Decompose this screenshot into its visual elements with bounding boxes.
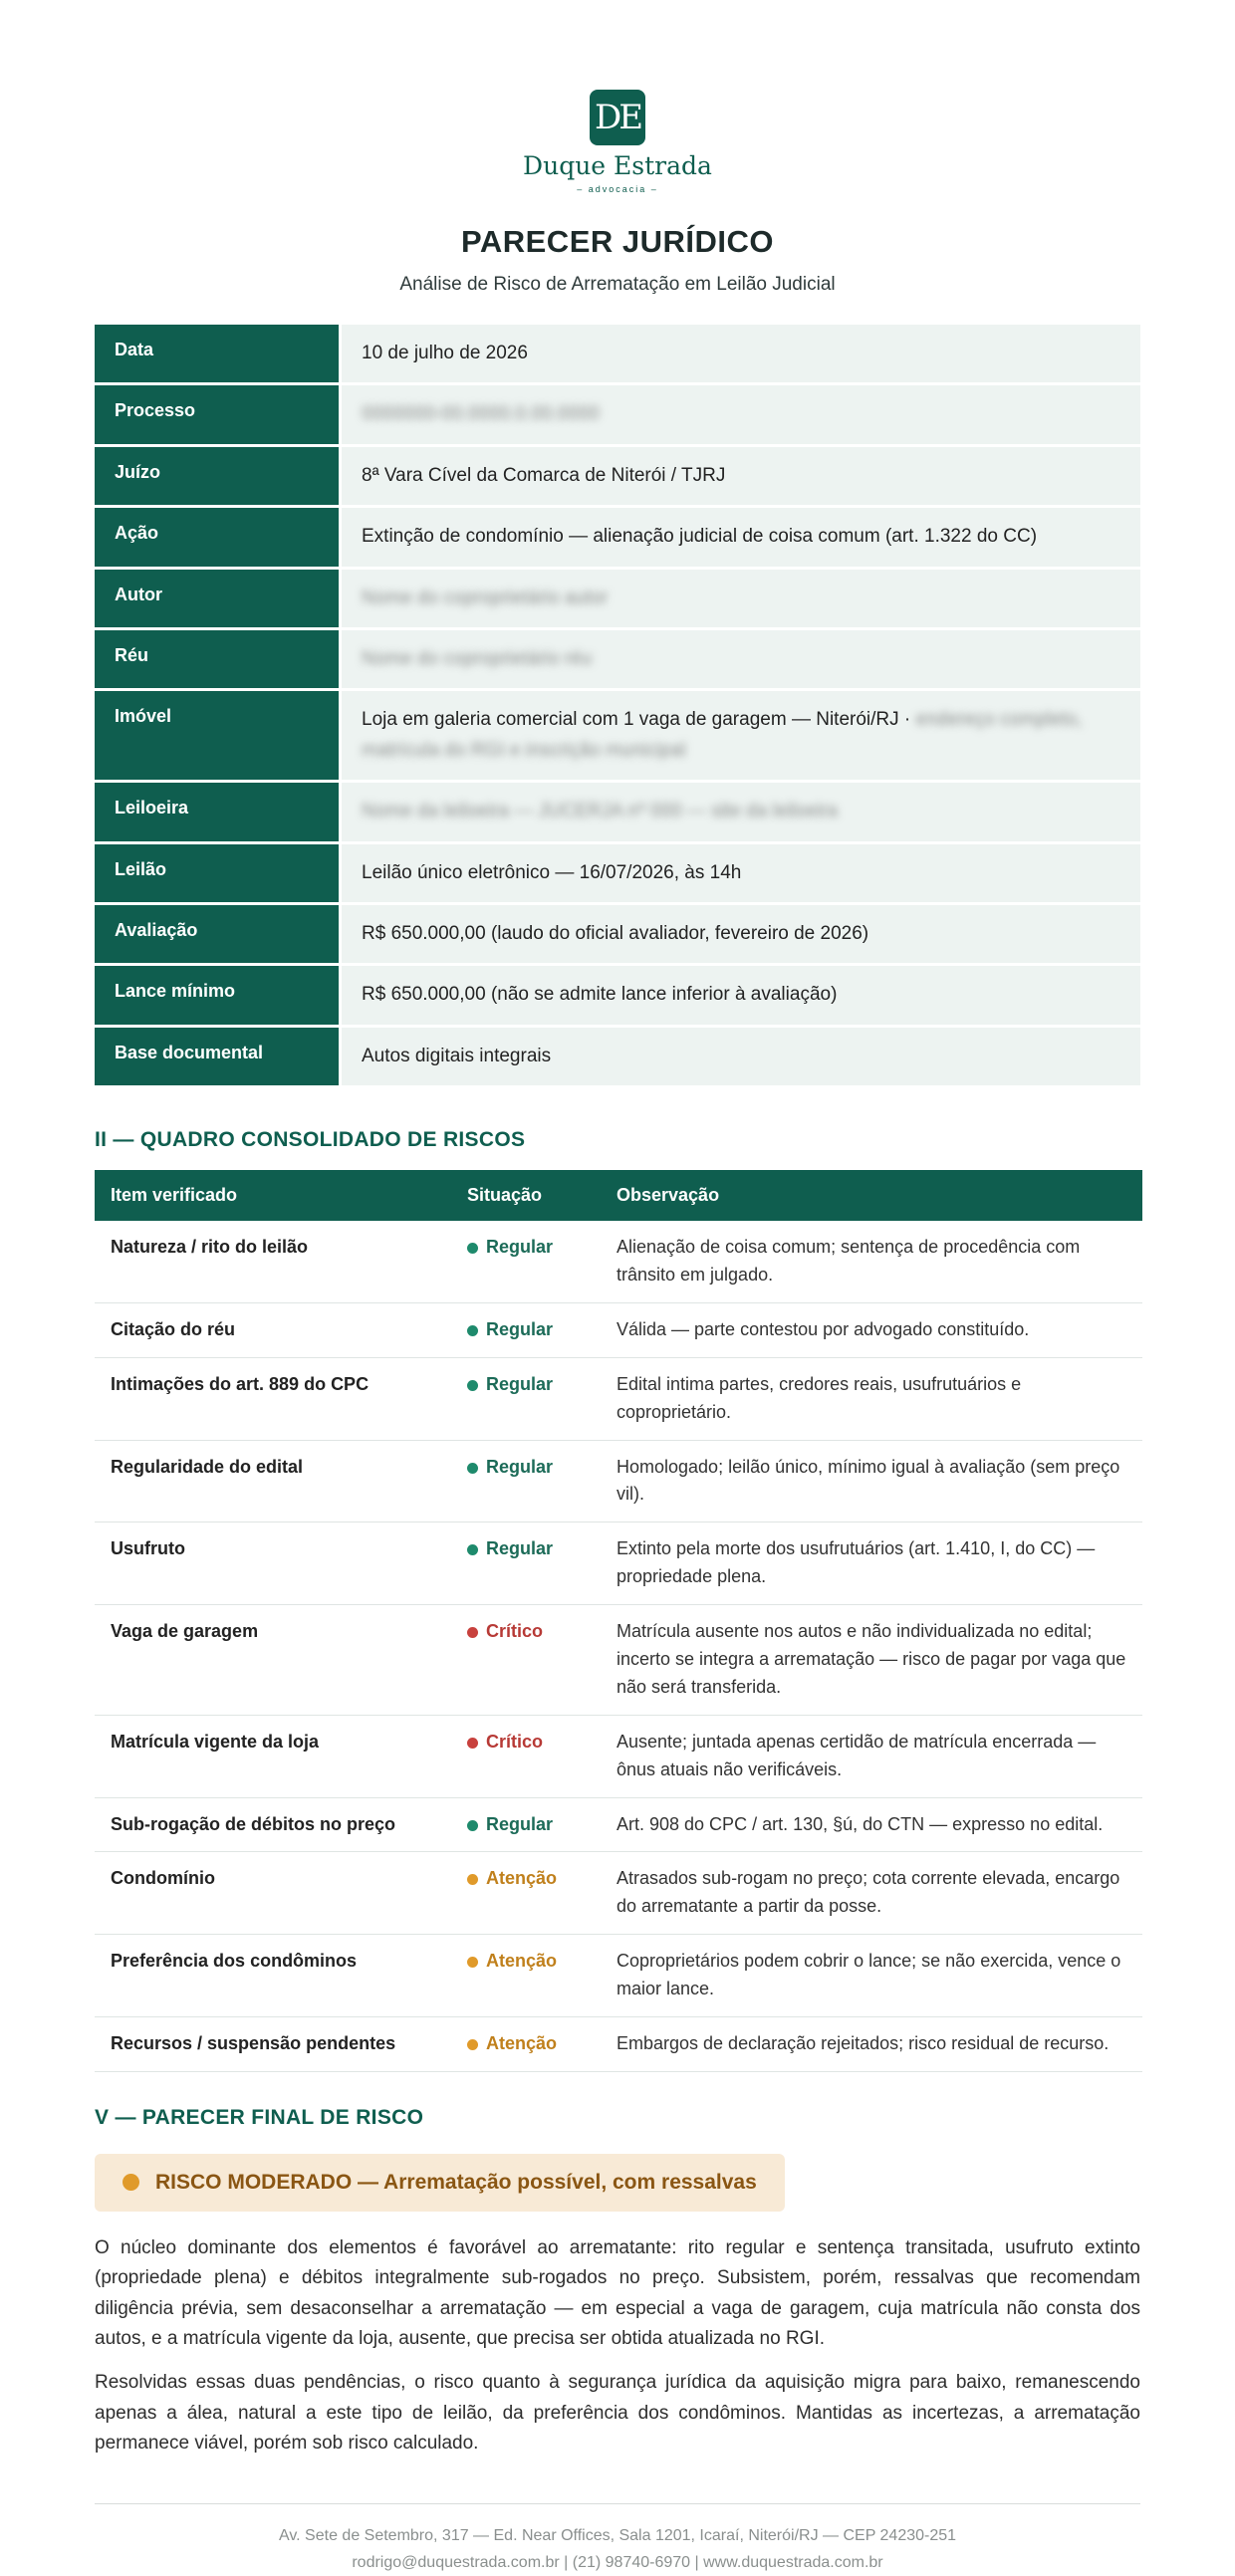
risk-item: Citação do réu [95,1302,451,1357]
info-row [95,783,1140,840]
risk-row [95,1522,1142,1605]
risk-section-title: II — QUADRO CONSOLIDADO DE RISCOS [95,1128,526,1152]
info-value [342,844,1140,902]
document-subtitle: Análise de Risco de Arrematação em Leilão Judicial [399,274,836,295]
info-value [342,905,1140,963]
risk-observation: Art. 908 do CPC / art. 130, §ú, do CTN — expresso no edital. [601,1797,1142,1852]
info-value-text: Loja em galeria comercial com 1 vaga de garagem — Niterói/RJ · [362,709,916,731]
status-dot-icon [467,1738,478,1749]
status-label: Crítico [486,1621,544,1642]
status-dot-icon [467,1463,478,1474]
footer [95,2503,1140,2576]
info-row [95,570,1140,627]
status-label: Regular [486,1373,554,1394]
info-label: Réu [95,630,342,688]
risk-observation: Válida — parte contestou por advogado constituído. [601,1302,1142,1357]
status-label: Atenção [486,1868,558,1889]
risk-row [95,1302,1142,1357]
info-value [342,691,1140,780]
risk-observation: Coproprietários podem cobrir o lance; se não exercida, vence o maior lance. [601,1935,1142,2017]
status-dot-icon [467,1874,478,1885]
risk-row [95,1852,1142,1935]
status-label: Regular [486,1237,554,1258]
redacted-text: Nome da leiloeira — JUCERJA nº 000 — site da leiloeira [362,801,838,822]
info-row [95,385,1140,443]
info-label: Processo [95,385,342,443]
status-label: Regular [486,1813,554,1834]
risk-status [451,1797,601,1852]
info-label: Leiloeira [95,783,342,840]
risk-item: Matrícula vigente da loja [95,1715,451,1797]
info-row [95,508,1140,566]
risk-item: Sub-rogação de débitos no preço [95,1797,451,1852]
info-row [95,905,1140,963]
risk-status [451,1221,601,1302]
firm-logo [95,90,1140,194]
case-info-table [95,322,1140,1088]
info-row [95,447,1140,505]
status-dot-icon [467,1325,478,1336]
status-label: Regular [486,1538,554,1559]
status-label: Atenção [486,2033,558,2053]
risk-observation: Embargos de declaração rejeitados; risco residual de recurso. [601,2017,1142,2072]
risk-status [451,1715,601,1797]
info-value [342,630,1140,688]
info-value-text: Extinção de condomínio — alienação judicial de coisa comum (art. 1.322 do CC) [362,526,1038,548]
info-value-text: R$ 650.000,00 (não se admite lance inferior à avaliação) [362,984,838,1006]
firm-name: Duque Estrada [523,151,712,180]
verdict-badge [95,2154,785,2212]
info-value-text: R$ 650.000,00 (laudo do oficial avaliador, fevereiro de 2026) [362,922,869,944]
info-label: Ação [95,508,342,566]
conclusion-paragraph-1: O núcleo dominante dos elementos é favorável ao arrematante: rito regular e sentença transitada, usufruto extinto (propriedade plena) e débitos integralmente sub-rogados no preço. Subsistem, porém, ressalvas que recomendam diligência prévia, sem desaconselhar a arrematação — em especial a vaga de garagem, cuja matrícula não consta dos autos, e a matrícula vigente da loja, ausente, que precisa ser obtida atualizada no RGI. [95,2236,1140,2350]
status-dot-icon [467,1820,478,1831]
risk-status [451,1935,601,2017]
verdict-text: RISCO MODERADO — Arrematação possível, com ressalvas [155,2170,757,2194]
info-row [95,691,1140,780]
risk-item: Vaga de garagem [95,1605,451,1716]
status-dot-icon [467,1380,478,1391]
risk-item: Usufruto [95,1522,451,1605]
info-label: Autor [95,570,342,627]
conclusion-paragraph-2: Resolvidas essas duas pendências, o risco quanto à segurança jurídica da aquisição migra para baixo, remanescendo apenas a álea, natural a este tipo de leilão, da preferência dos condôminos. Mantidas as incertezas, a arrematação permanece viável, porém sob risco calculado. [95,2372,1140,2455]
final-section-title: V — PARECER FINAL DE RISCO [95,2105,424,2129]
redacted-text: endereço completo, matrícula do RGI e inscrição municipal [362,709,1083,761]
firm-tagline: – advocacia – [577,184,658,194]
risk-row [95,1221,1142,1302]
risk-observation: Ausente; juntada apenas certidão de matrícula encerrada — ônus atuais não verificáveis. [601,1715,1142,1797]
info-value-text: 8ª Vara Cível da Comarca de Niterói / TJRJ [362,464,726,486]
document-title: PARECER JURÍDICO [460,224,775,259]
header-observation: Observação [601,1170,1142,1221]
redacted-text: 0000000-00.0000.0.00.0000 [362,403,600,425]
risk-observation: Extinto pela morte dos usufrutuários (art. 1.410, I, do CC) — propriedade plena. [601,1522,1142,1605]
risk-item: Regularidade do edital [95,1440,451,1522]
info-label: Avaliação [95,905,342,963]
info-value-text: Autos digitais integrais [362,1045,552,1066]
info-label: Imóvel [95,691,342,780]
info-value [342,447,1140,505]
risk-row [95,1357,1142,1440]
risk-row [95,1935,1142,2017]
info-row [95,1028,1140,1085]
footer-address: Av. Sete de Setembro, 317 — Ed. Near Offices, Sala 1201, Icaraí, Niterói/RJ — CEP 24230-251 [278,2526,957,2544]
header-status: Situação [451,1170,601,1221]
status-label: Regular [486,1318,554,1339]
risk-row [95,1797,1142,1852]
risk-item: Recursos / suspensão pendentes [95,2017,451,2072]
risk-status [451,1522,601,1605]
risk-status [451,1357,601,1440]
risk-row [95,2017,1142,2072]
info-label: Leilão [95,844,342,902]
risk-observation: Matrícula ausente nos autos e não individualizada no edital; incerto se integra a arrematação — risco de pagar por vaga que não será transferida. [601,1605,1142,1716]
status-dot-icon [467,1957,478,1968]
redacted-text: Nome do coproprietário réu [362,647,593,669]
status-label: Regular [486,1456,554,1477]
risk-row [95,1715,1142,1797]
risk-status [451,1852,601,1935]
info-label: Juízo [95,447,342,505]
info-label: Lance mínimo [95,966,342,1024]
risk-item: Preferência dos condôminos [95,1935,451,2017]
info-row [95,844,1140,902]
status-dot-icon [467,1243,478,1254]
verdict-dot-icon [123,2174,139,2191]
info-value [342,783,1140,840]
info-row [95,325,1140,382]
info-label: Base documental [95,1028,342,1085]
info-value [342,325,1140,382]
header-item: Item verificado [95,1170,451,1221]
risk-row [95,1440,1142,1522]
risk-table-header [95,1170,1142,1221]
info-value-text: 10 de julho de 2026 [362,343,528,363]
status-label: Crítico [486,1731,544,1752]
risk-item: Condomínio [95,1852,451,1935]
logo-monogram-icon: DE [590,90,645,145]
redacted-text: Nome do coproprietário autor [362,586,609,608]
status-dot-icon [467,1544,478,1555]
info-value-text: Leilão único eletrônico — 16/07/2026, às 14h [362,861,742,883]
risk-item: Natureza / rito do leilão [95,1221,451,1302]
risk-status [451,1440,601,1522]
risk-observation: Homologado; leilão único, mínimo igual à avaliação (sem preço vil). [601,1440,1142,1522]
info-value [342,966,1140,1024]
risk-table [95,1170,1142,2072]
status-label: Atenção [486,1951,558,1972]
risk-observation: Alienação de coisa comum; sentença de procedência com trânsito em julgado. [601,1221,1142,1302]
info-value [342,385,1140,443]
info-value [342,570,1140,627]
info-value [342,508,1140,566]
info-value [342,1028,1140,1085]
info-row [95,966,1140,1024]
info-label: Data [95,325,342,382]
risk-observation: Edital intima partes, credores reais, usufrutuários e coproprietário. [601,1357,1142,1440]
status-dot-icon [467,1627,478,1638]
risk-status [451,1605,601,1716]
risk-observation: Atrasados sub-rogam no preço; cota corrente elevada, encargo do arrematante a partir da posse. [601,1852,1142,1935]
risk-item: Intimações do art. 889 do CPC [95,1357,451,1440]
risk-row [95,1605,1142,1716]
status-dot-icon [467,2039,478,2050]
risk-status [451,2017,601,2072]
risk-status [451,1302,601,1357]
footer-contact: rodrigo@duquestrada.com.br | (21) 98740-6970 | www.duquestrada.com.br [352,2553,883,2571]
info-row [95,630,1140,688]
